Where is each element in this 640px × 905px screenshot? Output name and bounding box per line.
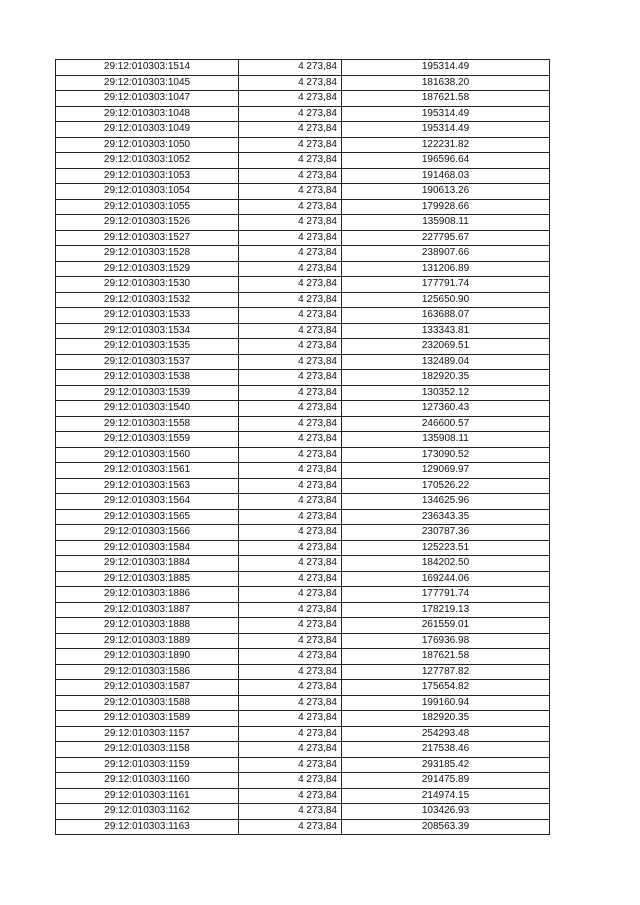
area-cell: 4 273,84 <box>239 463 342 479</box>
cadastral-number-cell: 29:12:010303:1158 <box>56 742 239 758</box>
area-cell: 4 273,84 <box>239 819 342 835</box>
area-cell: 4 273,84 <box>239 292 342 308</box>
cadastral-number-cell: 29:12:010303:1052 <box>56 153 239 169</box>
table-row <box>56 695 550 711</box>
area-cell: 4 273,84 <box>239 261 342 277</box>
table-row <box>56 602 550 618</box>
cadastral-number-cell: 29:12:010303:1161 <box>56 788 239 804</box>
value-cell: 173090.52 <box>342 447 550 463</box>
cadastral-number-cell: 29:12:010303:1532 <box>56 292 239 308</box>
table-row <box>56 587 550 603</box>
table-row <box>56 525 550 541</box>
table-row <box>56 184 550 200</box>
table-row <box>56 742 550 758</box>
area-cell: 4 273,84 <box>239 246 342 262</box>
table-row <box>56 277 550 293</box>
value-cell: 177791.74 <box>342 277 550 293</box>
cadastral-number-cell: 29:12:010303:1045 <box>56 75 239 91</box>
table-row <box>56 463 550 479</box>
cadastral-number-cell: 29:12:010303:1537 <box>56 354 239 370</box>
table-row <box>56 292 550 308</box>
table-row <box>56 106 550 122</box>
value-cell: 179928.66 <box>342 199 550 215</box>
area-cell: 4 273,84 <box>239 773 342 789</box>
cadastral-number-cell: 29:12:010303:1529 <box>56 261 239 277</box>
table-row <box>56 168 550 184</box>
area-cell: 4 273,84 <box>239 370 342 386</box>
cadastral-number-cell: 29:12:010303:1047 <box>56 91 239 107</box>
cadastral-number-cell: 29:12:010303:1560 <box>56 447 239 463</box>
table-row <box>56 75 550 91</box>
area-cell: 4 273,84 <box>239 664 342 680</box>
cadastral-number-cell: 29:12:010303:1559 <box>56 432 239 448</box>
table-row <box>56 757 550 773</box>
table-row <box>56 215 550 231</box>
cadastral-number-cell: 29:12:010303:1539 <box>56 385 239 401</box>
area-cell: 4 273,84 <box>239 680 342 696</box>
area-cell: 4 273,84 <box>239 106 342 122</box>
cadastral-number-cell: 29:12:010303:1588 <box>56 695 239 711</box>
cadastral-number-cell: 29:12:010303:1589 <box>56 711 239 727</box>
cadastral-table <box>55 59 550 835</box>
value-cell: 181638.20 <box>342 75 550 91</box>
cadastral-number-cell: 29:12:010303:1533 <box>56 308 239 324</box>
area-cell: 4 273,84 <box>239 230 342 246</box>
table-row <box>56 664 550 680</box>
value-cell: 191468.03 <box>342 168 550 184</box>
cadastral-number-cell: 29:12:010303:1538 <box>56 370 239 386</box>
area-cell: 4 273,84 <box>239 633 342 649</box>
value-cell: 178219.13 <box>342 602 550 618</box>
cadastral-number-cell: 29:12:010303:1885 <box>56 571 239 587</box>
table-row <box>56 60 550 76</box>
cadastral-number-cell: 29:12:010303:1527 <box>56 230 239 246</box>
value-cell: 170526.22 <box>342 478 550 494</box>
area-cell: 4 273,84 <box>239 339 342 355</box>
cadastral-number-cell: 29:12:010303:1160 <box>56 773 239 789</box>
area-cell: 4 273,84 <box>239 354 342 370</box>
area-cell: 4 273,84 <box>239 401 342 417</box>
table-row <box>56 571 550 587</box>
cadastral-number-cell: 29:12:010303:1528 <box>56 246 239 262</box>
table-row <box>56 385 550 401</box>
cadastral-number-cell: 29:12:010303:1054 <box>56 184 239 200</box>
area-cell: 4 273,84 <box>239 494 342 510</box>
table-row <box>56 556 550 572</box>
value-cell: 291475.89 <box>342 773 550 789</box>
value-cell: 182920.35 <box>342 370 550 386</box>
value-cell: 196596.64 <box>342 153 550 169</box>
value-cell: 195314.49 <box>342 122 550 138</box>
table-row <box>56 819 550 835</box>
area-cell: 4 273,84 <box>239 649 342 665</box>
cadastral-number-cell: 29:12:010303:1534 <box>56 323 239 339</box>
value-cell: 125223.51 <box>342 540 550 556</box>
value-cell: 131206.89 <box>342 261 550 277</box>
table-row <box>56 308 550 324</box>
table-row <box>56 246 550 262</box>
table-row <box>56 804 550 820</box>
area-cell: 4 273,84 <box>239 804 342 820</box>
value-cell: 169244.06 <box>342 571 550 587</box>
value-cell: 182920.35 <box>342 711 550 727</box>
area-cell: 4 273,84 <box>239 122 342 138</box>
value-cell: 125650.90 <box>342 292 550 308</box>
value-cell: 129069.97 <box>342 463 550 479</box>
value-cell: 133343.81 <box>342 323 550 339</box>
cadastral-number-cell: 29:12:010303:1540 <box>56 401 239 417</box>
cadastral-number-cell: 29:12:010303:1162 <box>56 804 239 820</box>
value-cell: 232069.51 <box>342 339 550 355</box>
value-cell: 184202.50 <box>342 556 550 572</box>
value-cell: 176936.98 <box>342 633 550 649</box>
value-cell: 132489.04 <box>342 354 550 370</box>
table-row <box>56 401 550 417</box>
value-cell: 127360.43 <box>342 401 550 417</box>
table-row <box>56 354 550 370</box>
area-cell: 4 273,84 <box>239 587 342 603</box>
area-cell: 4 273,84 <box>239 199 342 215</box>
table-row <box>56 711 550 727</box>
value-cell: 227795.67 <box>342 230 550 246</box>
table-row <box>56 726 550 742</box>
cadastral-number-cell: 29:12:010303:1888 <box>56 618 239 634</box>
area-cell: 4 273,84 <box>239 556 342 572</box>
area-cell: 4 273,84 <box>239 742 342 758</box>
cadastral-number-cell: 29:12:010303:1048 <box>56 106 239 122</box>
table-row <box>56 153 550 169</box>
cadastral-number-cell: 29:12:010303:1889 <box>56 633 239 649</box>
value-cell: 214974.15 <box>342 788 550 804</box>
area-cell: 4 273,84 <box>239 726 342 742</box>
value-cell: 195314.49 <box>342 60 550 76</box>
area-cell: 4 273,84 <box>239 153 342 169</box>
value-cell: 230787.36 <box>342 525 550 541</box>
area-cell: 4 273,84 <box>239 137 342 153</box>
cadastral-number-cell: 29:12:010303:1055 <box>56 199 239 215</box>
area-cell: 4 273,84 <box>239 168 342 184</box>
table-row <box>56 416 550 432</box>
value-cell: 261559.01 <box>342 618 550 634</box>
value-cell: 163688.07 <box>342 308 550 324</box>
area-cell: 4 273,84 <box>239 385 342 401</box>
area-cell: 4 273,84 <box>239 184 342 200</box>
cadastral-number-cell: 29:12:010303:1887 <box>56 602 239 618</box>
area-cell: 4 273,84 <box>239 277 342 293</box>
area-cell: 4 273,84 <box>239 695 342 711</box>
value-cell: 103426.93 <box>342 804 550 820</box>
area-cell: 4 273,84 <box>239 509 342 525</box>
area-cell: 4 273,84 <box>239 571 342 587</box>
table-row <box>56 323 550 339</box>
value-cell: 177791.74 <box>342 587 550 603</box>
cadastral-number-cell: 29:12:010303:1163 <box>56 819 239 835</box>
value-cell: 187621.58 <box>342 91 550 107</box>
cadastral-number-cell: 29:12:010303:1050 <box>56 137 239 153</box>
area-cell: 4 273,84 <box>239 711 342 727</box>
table-row <box>56 339 550 355</box>
table-row <box>56 122 550 138</box>
area-cell: 4 273,84 <box>239 323 342 339</box>
area-cell: 4 273,84 <box>239 602 342 618</box>
value-cell: 199160.94 <box>342 695 550 711</box>
cadastral-number-cell: 29:12:010303:1159 <box>56 757 239 773</box>
value-cell: 122231.82 <box>342 137 550 153</box>
table-row <box>56 680 550 696</box>
value-cell: 187621.58 <box>342 649 550 665</box>
value-cell: 238907.66 <box>342 246 550 262</box>
value-cell: 293185.42 <box>342 757 550 773</box>
table-row <box>56 137 550 153</box>
table-body <box>56 60 550 835</box>
table-row <box>56 773 550 789</box>
table-row <box>56 788 550 804</box>
cadastral-number-cell: 29:12:010303:1049 <box>56 122 239 138</box>
area-cell: 4 273,84 <box>239 525 342 541</box>
table-row <box>56 633 550 649</box>
area-cell: 4 273,84 <box>239 416 342 432</box>
table-row <box>56 494 550 510</box>
area-cell: 4 273,84 <box>239 432 342 448</box>
cadastral-number-cell: 29:12:010303:1514 <box>56 60 239 76</box>
area-cell: 4 273,84 <box>239 788 342 804</box>
area-cell: 4 273,84 <box>239 75 342 91</box>
table-row <box>56 91 550 107</box>
area-cell: 4 273,84 <box>239 308 342 324</box>
value-cell: 135908.11 <box>342 215 550 231</box>
cadastral-number-cell: 29:12:010303:1587 <box>56 680 239 696</box>
cadastral-number-cell: 29:12:010303:1564 <box>56 494 239 510</box>
value-cell: 175654.82 <box>342 680 550 696</box>
cadastral-number-cell: 29:12:010303:1566 <box>56 525 239 541</box>
cadastral-number-cell: 29:12:010303:1886 <box>56 587 239 603</box>
cadastral-number-cell: 29:12:010303:1526 <box>56 215 239 231</box>
area-cell: 4 273,84 <box>239 215 342 231</box>
cadastral-number-cell: 29:12:010303:1584 <box>56 540 239 556</box>
table-row <box>56 478 550 494</box>
area-cell: 4 273,84 <box>239 91 342 107</box>
cadastral-number-cell: 29:12:010303:1558 <box>56 416 239 432</box>
area-cell: 4 273,84 <box>239 757 342 773</box>
area-cell: 4 273,84 <box>239 540 342 556</box>
cadastral-number-cell: 29:12:010303:1890 <box>56 649 239 665</box>
value-cell: 195314.49 <box>342 106 550 122</box>
cadastral-number-cell: 29:12:010303:1530 <box>56 277 239 293</box>
table-row <box>56 540 550 556</box>
table-row <box>56 199 550 215</box>
area-cell: 4 273,84 <box>239 447 342 463</box>
table-row <box>56 447 550 463</box>
cadastral-number-cell: 29:12:010303:1884 <box>56 556 239 572</box>
value-cell: 130352.12 <box>342 385 550 401</box>
table-row <box>56 618 550 634</box>
table-row <box>56 649 550 665</box>
cadastral-number-cell: 29:12:010303:1053 <box>56 168 239 184</box>
table-row <box>56 261 550 277</box>
value-cell: 190613.26 <box>342 184 550 200</box>
area-cell: 4 273,84 <box>239 478 342 494</box>
table-row <box>56 370 550 386</box>
value-cell: 135908.11 <box>342 432 550 448</box>
value-cell: 236343.35 <box>342 509 550 525</box>
cadastral-number-cell: 29:12:010303:1563 <box>56 478 239 494</box>
value-cell: 127787.82 <box>342 664 550 680</box>
cadastral-number-cell: 29:12:010303:1535 <box>56 339 239 355</box>
value-cell: 208563.39 <box>342 819 550 835</box>
value-cell: 246600.57 <box>342 416 550 432</box>
cadastral-number-cell: 29:12:010303:1561 <box>56 463 239 479</box>
cadastral-number-cell: 29:12:010303:1157 <box>56 726 239 742</box>
table-row <box>56 230 550 246</box>
cadastral-number-cell: 29:12:010303:1586 <box>56 664 239 680</box>
table-row <box>56 432 550 448</box>
value-cell: 254293.48 <box>342 726 550 742</box>
area-cell: 4 273,84 <box>239 60 342 76</box>
cadastral-number-cell: 29:12:010303:1565 <box>56 509 239 525</box>
table-row <box>56 509 550 525</box>
area-cell: 4 273,84 <box>239 618 342 634</box>
value-cell: 134625.96 <box>342 494 550 510</box>
value-cell: 217538.46 <box>342 742 550 758</box>
